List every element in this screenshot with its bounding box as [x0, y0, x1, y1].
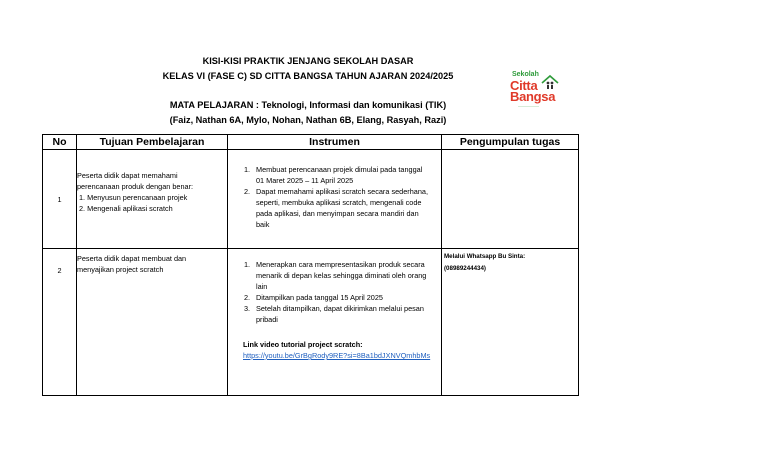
tutorial-video-link[interactable]: https://youtu.be/GrBgRody9RE?si=8Ba1bdJXNVQmhbMs	[243, 351, 431, 360]
house-icon	[541, 74, 559, 90]
list-item: 1. Menerapkan cara mempresentasikan produk secara menarik di depan kelas sehingga diminati oleh orang lain	[244, 260, 427, 291]
title-line-1: KISI-KISI PRAKTIK JENJANG SEKOLAH DASAR	[202, 56, 414, 66]
kisi-kisi-table	[42, 134, 579, 396]
tujuan-line: perencanaan produk dengan benar:	[77, 182, 194, 191]
students-line: (Faiz, Nathan 6A, Mylo, Nohan, Nathan 6B, Elang, Rasyah, Razi)	[169, 115, 447, 125]
row-number: 2	[43, 249, 77, 396]
tujuan-line: menyajikan project scratch	[77, 265, 164, 274]
citta-bangsa-logo	[508, 70, 564, 110]
pengumpulan-phone: (08989244434)	[444, 265, 486, 272]
tujuan-line: 2. Mengenali aplikasi scratch	[79, 204, 173, 213]
instrumen-list	[228, 249, 441, 325]
tujuan-cell	[77, 249, 228, 396]
pengumpulan-cell	[442, 150, 579, 249]
subject-block	[120, 98, 496, 128]
table-row	[43, 150, 579, 249]
document-title-block	[120, 54, 496, 84]
header-instrumen: Instrumen	[228, 135, 442, 150]
header-tujuan: Tujuan Pembelajaran	[77, 135, 228, 150]
logo-word-bangsa: Bangsa	[510, 89, 556, 104]
tujuan-line: Peserta didik dapat membuat dan	[77, 254, 187, 263]
title-line-2: KELAS VI (FASE C) SD CITTA BANGSA TAHUN AJARAN 2024/2025	[162, 71, 454, 81]
instrumen-cell	[228, 249, 442, 396]
table-row	[43, 249, 579, 396]
logo-word-citta: Citta	[510, 78, 538, 93]
link-title: Link video tutorial project scratch:	[243, 340, 363, 349]
tujuan-line: 1. Menyusun perencanaan projek	[79, 193, 188, 202]
header-pengumpulan: Pengumpulan tugas	[442, 135, 579, 150]
table-header-row	[43, 135, 579, 150]
list-item: 2. Dapat memahami aplikasi scratch secara sederhana, seperti, membuka aplikasi scratch, mengenali code pada aplikasi, dan menyimpan secara mandiri dan baik	[244, 187, 428, 229]
pengumpulan-line: Melalui Whatsapp Bu Sinta:	[444, 253, 526, 260]
list-item: 3. Setelah ditampilkan, dapat dikirimkan melalui pesan pribadi	[244, 304, 424, 324]
tujuan-line: Peserta didik dapat memahami	[77, 171, 178, 180]
pengumpulan-cell	[442, 249, 579, 396]
list-item: 1. Membuat perencanaan projek dimulai pada tanggal 01 Maret 2025 – 11 April 2025	[244, 165, 423, 185]
instrumen-cell	[228, 150, 442, 249]
subject-line: MATA PELAJARAN : Teknologi, Informasi dan komunikasi (TIK)	[169, 100, 447, 110]
logo-word-sekolah: Sekolah	[512, 71, 539, 78]
logo-tagline-mark: ———————	[518, 104, 539, 108]
instrumen-list	[228, 150, 441, 230]
tujuan-cell	[77, 150, 228, 249]
row-number: 1	[43, 150, 77, 249]
list-item: 2. Ditampilkan pada tanggal 15 April 2025	[244, 293, 383, 302]
header-no: No	[43, 135, 77, 150]
